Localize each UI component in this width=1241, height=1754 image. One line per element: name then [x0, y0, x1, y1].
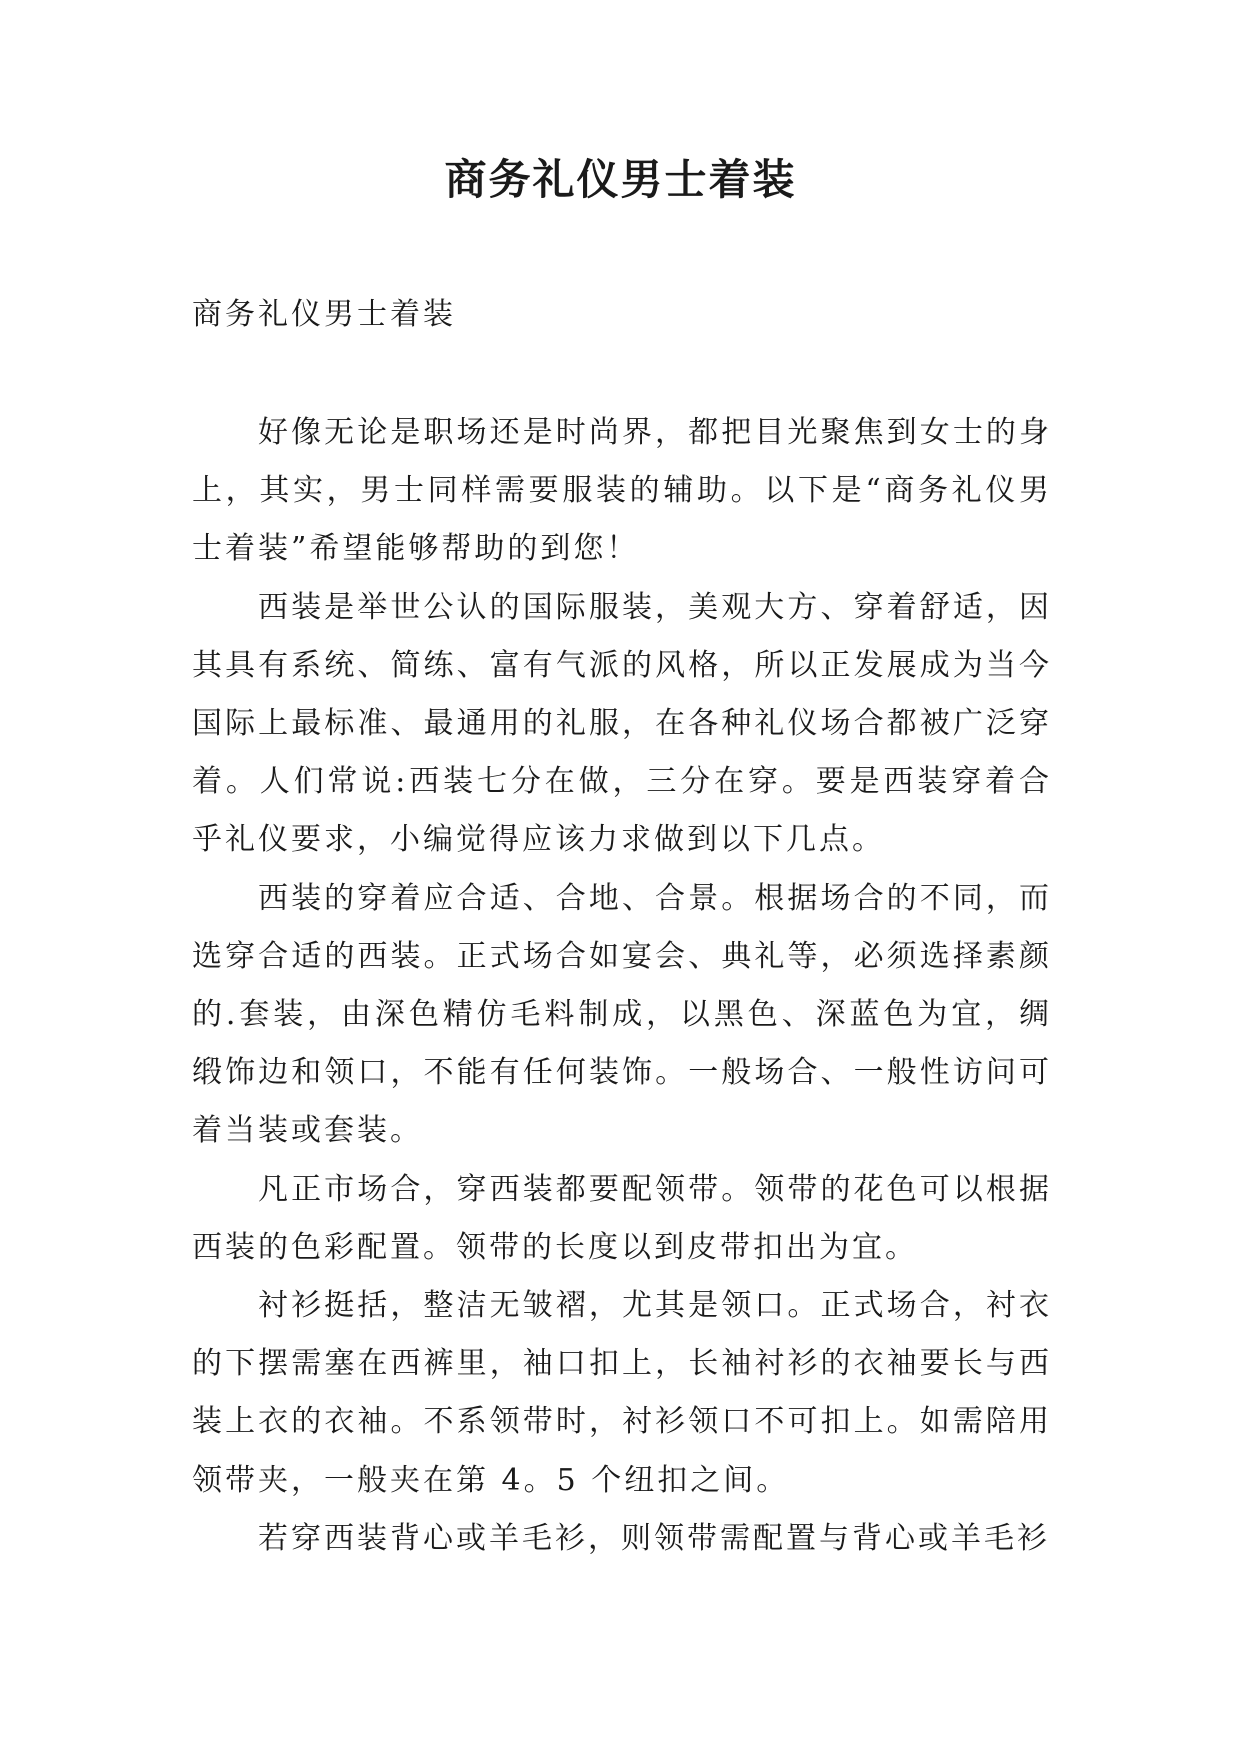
paragraph-shirt: 衬衫挺括，整洁无皱褶，尤其是领口。正式场合，衬衣的下摆需塞在西裤里，袖口扣上，长袖衬衫的衣袖要长与西装上衣的衣袖。不系领带时，衬衫领口不可扣上。如需陪用领带夹，一般夹在第 4。5 个纽扣之间。 — [192, 1288, 1052, 1498]
paragraph-tie: 凡正市场合，穿西装都要配领带。领带的花色可以根据西装的色彩配置。领带的长度以到皮带扣出为宜。 — [192, 1171, 1052, 1265]
paragraph-vest: 若穿西装背心或羊毛衫，则领带需配置与背心或羊毛衫 — [258, 1520, 1050, 1556]
document-title: 商务礼仪男士着装 — [444, 155, 797, 204]
paragraph-intro: 好像无论是职场还是时尚界，都把目光聚焦到女士的身上，其实，男士同样需要服装的辅助。以下是“商务礼仪男士着装”希望能够帮助的到您！ — [192, 415, 1052, 567]
paragraph-suit-overview: 西装是举世公认的国际服装，美观大方、穿着舒适，因其具有系统、简练、富有气派的风格，所以正发展成为当今国际上最标准、最通用的礼服，在各种礼仪场合都被广泛穿着。人们常说:西装七分在做，三分在穿。要是西装穿着合乎礼仪要求，小编觉得应该力求做到以下几点。 — [192, 589, 1052, 858]
paragraph-suit-occasion: 西装的穿着应合适、合地、合景。根据场合的不同，而选穿合适的西装。正式场合如宴会、典礼等，必须选择素颜的.套装，由深色精仿毛料制成，以黑色、深蓝色为宜，绸缎饰边和领口，不能有任何装饰。一般场合、一般性访问可着当装或套装。 — [192, 880, 1052, 1149]
document-subtitle: 商务礼仪男士着装 — [192, 297, 456, 332]
document-body — [192, 404, 1052, 1568]
